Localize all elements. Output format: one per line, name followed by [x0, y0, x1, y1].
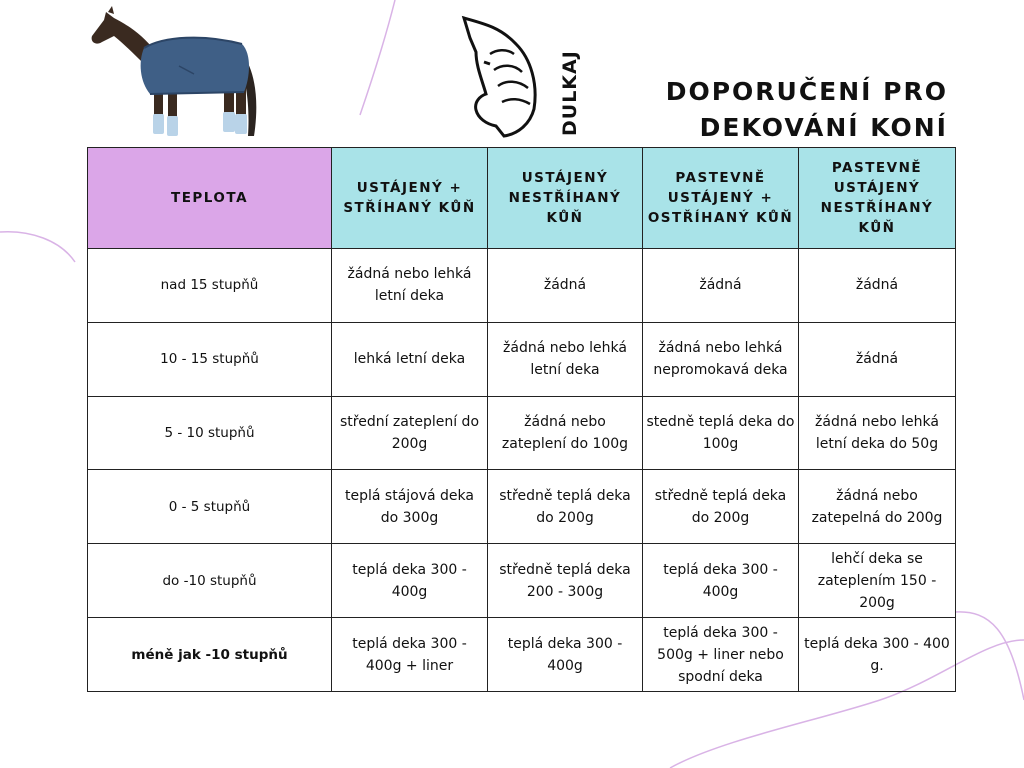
cell-temperature: do -10 stupňů [88, 544, 332, 618]
header-pasture-unclipped: PASTEVNĚ USTÁJENÝ NESTŘÍHANÝ KŮŇ [799, 148, 956, 249]
table-cell: teplá deka 300 - 400g + liner [332, 618, 488, 692]
table-cell: střední zateplení do 200g [332, 396, 488, 470]
table-cell: žádná [643, 249, 799, 323]
table-cell: žádná nebo zatepelná do 200g [799, 470, 956, 544]
header-pasture-clipped: PASTEVNĚ USTÁJENÝ + OSTŘÍHANÝ KŮŇ [643, 148, 799, 249]
cell-temperature: 0 - 5 stupňů [88, 470, 332, 544]
table-row [88, 470, 956, 544]
table-cell: středně teplá deka do 200g [643, 470, 799, 544]
table-row [88, 618, 956, 692]
table-cell: žádná nebo lehká letní deka [488, 322, 643, 396]
table-cell: teplá deka 300 - 400g [332, 544, 488, 618]
table-cell: teplá stájová deka do 300g [332, 470, 488, 544]
table-cell: žádná nebo lehká letní deka do 50g [799, 396, 956, 470]
title-line-1: DOPORUČENÍ PRO [665, 77, 948, 106]
table-row [88, 249, 956, 323]
header-stabled-clipped: USTÁJENÝ + STŘÍHANÝ KŮŇ [332, 148, 488, 249]
table-cell: lehká letní deka [332, 322, 488, 396]
header-stabled-unclipped: USTÁJENÝ NESTŘÍHANÝ KŮŇ [488, 148, 643, 249]
table-header-row [88, 148, 956, 249]
table-cell: středně teplá deka 200 - 300g [488, 544, 643, 618]
table-cell: teplá deka 300 - 500g + liner nebo spodní deka [643, 618, 799, 692]
table-cell: středně teplá deka do 200g [488, 470, 643, 544]
table-cell: teplá deka 300 - 400 g. [799, 618, 956, 692]
header-temperature: TEPLOTA [88, 148, 332, 249]
horse-head-logo-icon [456, 14, 586, 138]
cell-temperature: méně jak -10 stupňů [88, 618, 332, 692]
table-cell: lehčí deka se zateplením 150 - 200g [799, 544, 956, 618]
table-row [88, 396, 956, 470]
cell-temperature: nad 15 stupňů [88, 249, 332, 323]
cell-temperature: 10 - 15 stupňů [88, 322, 332, 396]
table-cell: žádná nebo lehká nepromokavá deka [643, 322, 799, 396]
title-line-2: DEKOVÁNÍ KONÍ [699, 113, 948, 142]
table-cell: žádná [488, 249, 643, 323]
table-cell: žádná [799, 322, 956, 396]
blanket-recommendation-table [87, 147, 956, 692]
table-cell: žádná nebo zateplení do 100g [488, 396, 643, 470]
table-cell: žádná [799, 249, 956, 323]
table-cell: žádná nebo lehká letní deka [332, 249, 488, 323]
table-cell: teplá deka 300 - 400g [488, 618, 643, 692]
table-cell: stedně teplá deka do 100g [643, 396, 799, 470]
table-row [88, 322, 956, 396]
horse-in-blanket-image [84, 4, 274, 144]
table-cell: teplá deka 300 - 400g [643, 544, 799, 618]
table-row [88, 544, 956, 618]
logo-text: DULKAJ [559, 50, 581, 136]
page-title [666, 74, 948, 146]
cell-temperature: 5 - 10 stupňů [88, 396, 332, 470]
